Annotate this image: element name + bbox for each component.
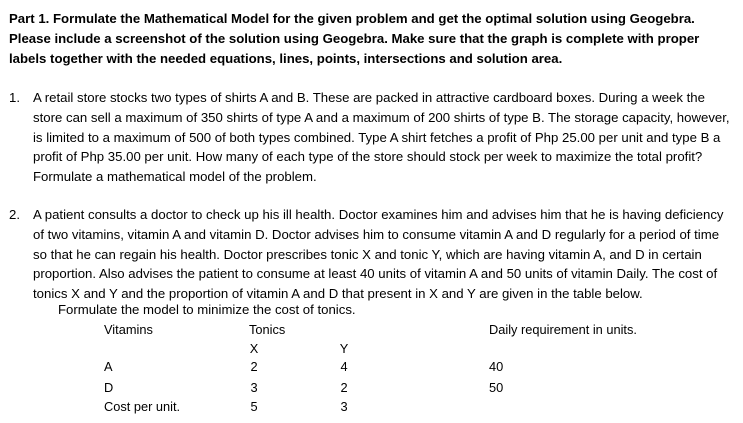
row-label: D bbox=[104, 380, 114, 395]
instructions-header: Part 1. Formulate the Mathematical Model for the given problem and get the optimal solution using Geogebra. Please include a screenshot of the solution using Geogebra. Make sure that the graph is complete with proper labels together with the needed equations, lines, points, intersections and solution area. bbox=[9, 11, 700, 66]
row-y-value: 4 bbox=[340, 359, 348, 374]
model-instruction: Formulate the model to minimize the cost of tonics. bbox=[58, 302, 356, 317]
table-subheader-x: X bbox=[249, 341, 259, 356]
row-y-value: 3 bbox=[340, 399, 348, 414]
table-header-vitamins: Vitamins bbox=[104, 322, 153, 337]
row-label: Cost per unit. bbox=[104, 399, 181, 414]
question-2-number: 2. bbox=[9, 207, 20, 222]
row-x-value: 3 bbox=[250, 380, 258, 395]
row-daily-value: 40 bbox=[489, 359, 504, 374]
row-daily-value: 50 bbox=[489, 380, 504, 395]
table-subheader-y: Y bbox=[339, 341, 349, 356]
row-x-value: 5 bbox=[250, 399, 258, 414]
question-1-text: A retail store stocks two types of shirts A and B. These are packed in attractive cardboard boxes. During a week the store can sell a maximum of 350 shirts of type A and a maximum of 200 shirts of type B. The storage capacity, however, is limited to a maximum of 500 of both types combined. Type A shirt fetches a profit of Php 25.00 per unit and type B a profit of Php 35.00 per unit. How many of each type of the store should stock per week to maximize the total profit? Formulate a mathematical model of the problem. bbox=[33, 90, 730, 185]
row-y-value: 2 bbox=[340, 380, 348, 395]
table-header-tonics: Tonics bbox=[249, 322, 286, 337]
row-label: A bbox=[104, 359, 113, 374]
question-1-number: 1. bbox=[9, 90, 20, 105]
row-x-value: 2 bbox=[250, 359, 258, 374]
table-header-daily: Daily requirement in units. bbox=[489, 322, 637, 337]
question-2-text: A patient consults a doctor to check up his ill health. Doctor examines him and advises him that he is having deficiency of two vitamins, vitamin A and vitamin D. Doctor advises him to consume vitamin A and D regularly for a period of time so that he can regain his health. Doctor prescribes tonic X and tonic Y, which are having vitamin A, and D in certain proportion. Also advises the patient to consume at least 40 units of vitamin A and 50 units of vitamin Daily. The cost of tonics X and Y and the proportion of vitamin A and D that present in X and Y are given in the table below. bbox=[33, 207, 724, 302]
